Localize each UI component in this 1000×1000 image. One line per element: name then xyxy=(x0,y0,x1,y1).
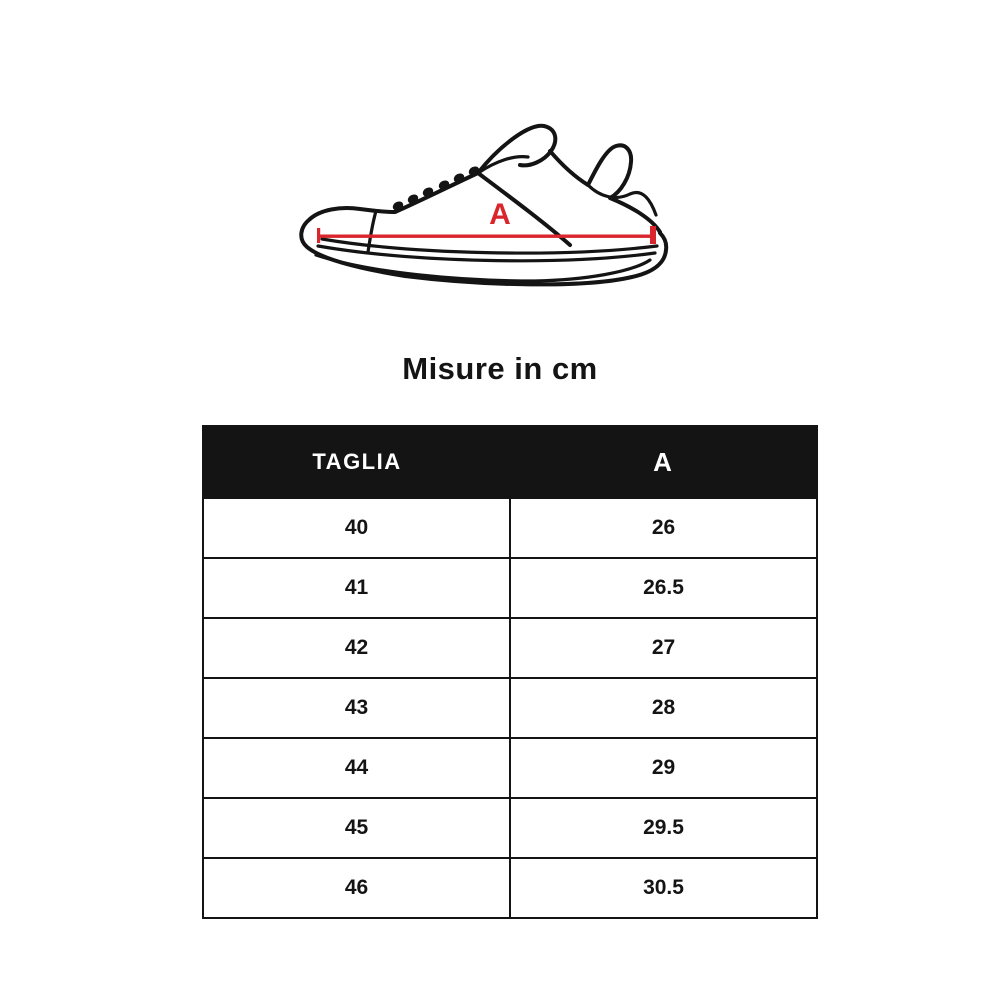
measurement-label: A xyxy=(489,198,511,231)
cell-taglia: 40 xyxy=(204,499,511,557)
cell-taglia: 43 xyxy=(204,679,511,737)
lace-dots xyxy=(391,165,481,213)
cell-taglia: 41 xyxy=(204,559,511,617)
header-cell-taglia: TAGLIA xyxy=(312,449,402,474)
cell-a: 30.5 xyxy=(643,876,684,899)
size-table xyxy=(202,425,818,919)
cell-taglia: 46 xyxy=(204,859,511,917)
table-row xyxy=(204,677,816,737)
table-row xyxy=(204,617,816,677)
shoe-outline xyxy=(301,126,666,285)
header-cell-a: A xyxy=(653,446,673,477)
cell-a: 26.5 xyxy=(643,576,684,599)
cell-a: 29 xyxy=(651,756,676,779)
cell-taglia: 42 xyxy=(204,619,511,677)
cell-a: 26 xyxy=(651,516,676,539)
sneaker-illustration-svg xyxy=(300,105,700,305)
measurement-line xyxy=(317,226,656,244)
table-row xyxy=(204,857,816,917)
cell-a: 29.5 xyxy=(643,816,684,839)
sneaker-figure xyxy=(300,105,700,305)
table-header-row xyxy=(204,427,816,497)
cell-taglia: 45 xyxy=(204,799,511,857)
cell-taglia: 44 xyxy=(204,739,511,797)
table-row xyxy=(204,797,816,857)
table-row xyxy=(204,737,816,797)
page-title: Misure in cm xyxy=(402,351,598,386)
cell-a: 28 xyxy=(651,696,676,719)
cell-a: 27 xyxy=(651,636,676,659)
table-row xyxy=(204,497,816,557)
table-row xyxy=(204,557,816,617)
